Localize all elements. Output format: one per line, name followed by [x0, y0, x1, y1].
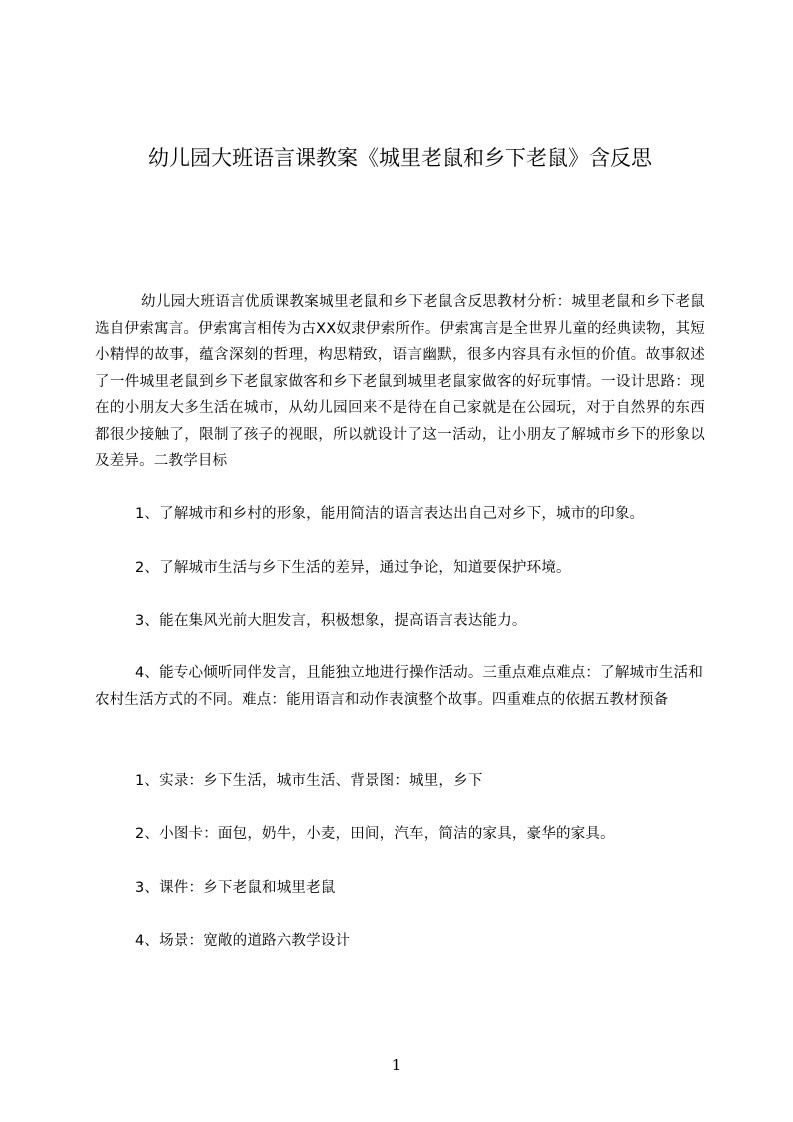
- document-title: 幼儿园大班语言课教案《城里老鼠和乡下老鼠》含反思: [148, 146, 652, 170]
- intro-paragraph: 幼儿园大班语言优质课教案城里老鼠和乡下老鼠含反思教材分析：城里老鼠和乡下老鼠选自伊索寓言。伊索寓言相传为古XX奴隶伊索所作。伊索寓言是全世界儿童的经典读物，其短小精悍的故事，蕴含深刻的哲理，构思精致，语言幽默，很多内容具有永恒的价值。故事叙述了一件城里老鼠到乡下老鼠家做客和乡下老鼠到城里老鼠家做客的好玩事情。一设计思路：现在的小朋友大多生活在城市，从幼儿园回来不是待在自己家就是在公园玩，对于自然界的东西都很少接触了，限制了孩子的视眼，所以就设计了这一活动，让小朋友了解城市乡下的形象以及差异。二教学目标: [95, 294, 705, 469]
- page-number: 1: [391, 1056, 402, 1074]
- material-item-3: 3、课件：乡下老鼠和城里老鼠: [135, 880, 336, 896]
- goal-item-1: 1、了解城市和乡村的形象，能用简洁的语言表达出自己对乡下，城市的印象。: [135, 506, 645, 522]
- goal-item-2: 2、了解城市生活与乡下生活的差异，通过争论，知道要保护环境。: [135, 560, 571, 576]
- material-item-2: 2、小图卡：面包，奶牛，小麦，田间，汽车，简洁的家具，豪华的家具。: [135, 826, 615, 842]
- material-item-4: 4、场景：宽敞的道路六教学设计: [135, 933, 351, 949]
- goal-item-3: 3、能在集风光前大胆发言，积极想象，提高语言表达能力。: [135, 613, 527, 629]
- material-item-1: 1、实录：乡下生活，城市生活、背景图：城里，乡下: [135, 773, 483, 789]
- goal-item-4: 4、能专心倾听同伴发言，且能独立地进行操作活动。三重点难点难点：了解城市生活和农村生活方式的不同。难点：能用语言和动作表演整个故事。四重难点的依据五教材预备: [95, 665, 704, 708]
